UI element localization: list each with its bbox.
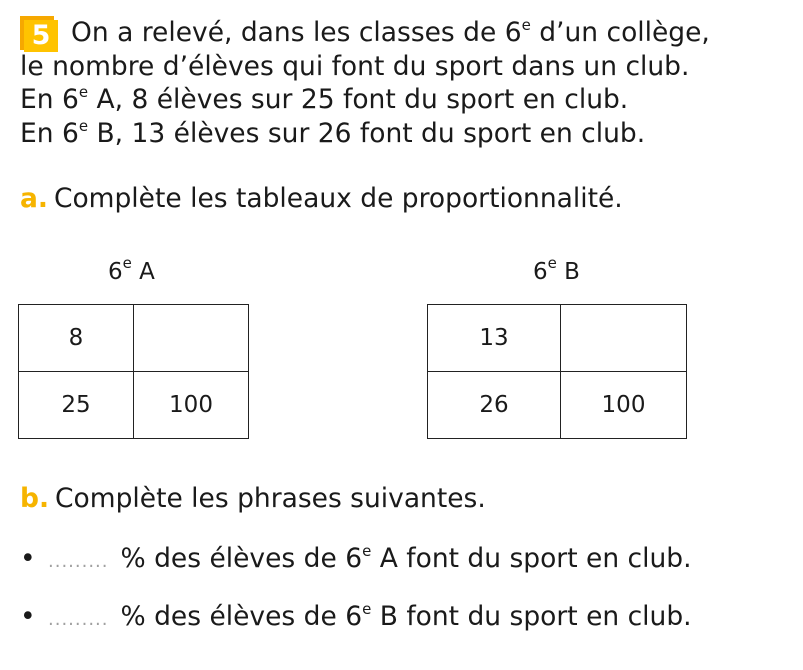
question-a-text: Complète les tableaux de proportionnalité. <box>53 183 623 214</box>
proportion-table-b <box>427 304 687 439</box>
exercise-statement <box>20 16 800 150</box>
exercise-number: 5 <box>24 20 58 52</box>
answer-blank-2[interactable]: ......... <box>48 609 109 630</box>
bullet-icon: • <box>20 543 36 574</box>
question-a <box>20 182 623 215</box>
table-b-cell-r2c1: 26 <box>428 372 561 439</box>
table-row <box>428 372 687 439</box>
sentence-2: • ......... % des élèves de 6e B font du sport en club. <box>20 600 692 632</box>
table-b-cell-r2c2: 100 <box>561 372 687 439</box>
table-b-answer-cell[interactable] <box>561 305 687 372</box>
sentence-1: • ......... % des élèves de 6e A font du sport en club. <box>20 542 692 574</box>
statement-line-3: En 6e A, 8 élèves sur 25 font du sport en club. <box>20 83 629 115</box>
proportion-table-a <box>18 304 249 439</box>
answer-blank-1[interactable]: ......... <box>48 551 109 572</box>
statement-line-2: le nombre d’élèves qui font du sport dans un club. <box>20 50 690 82</box>
table-a-cell-r1c1: 8 <box>19 305 134 372</box>
table-row <box>19 372 249 439</box>
table-b-cell-r1c1: 13 <box>428 305 561 372</box>
table-b-caption: 6e B <box>533 254 580 285</box>
question-b-letter: b. <box>20 483 50 514</box>
statement-line-1: On a relevé, dans les classes de 6e d’un collège, <box>71 16 710 48</box>
question-a-letter: a. <box>20 183 48 214</box>
statement-line-4: En 6e B, 13 élèves sur 26 font du sport en club. <box>20 116 646 149</box>
table-row <box>19 305 249 372</box>
question-b-text: Complète les phrases suivantes. <box>55 483 486 514</box>
table-a-caption: 6e A <box>108 254 155 285</box>
table-a-answer-cell[interactable] <box>134 305 249 372</box>
bullet-icon: • <box>20 601 36 632</box>
table-a-cell-r2c2: 100 <box>134 372 249 439</box>
table-row <box>428 305 687 372</box>
table-a-cell-r2c1: 25 <box>19 372 134 439</box>
question-b <box>20 482 486 515</box>
